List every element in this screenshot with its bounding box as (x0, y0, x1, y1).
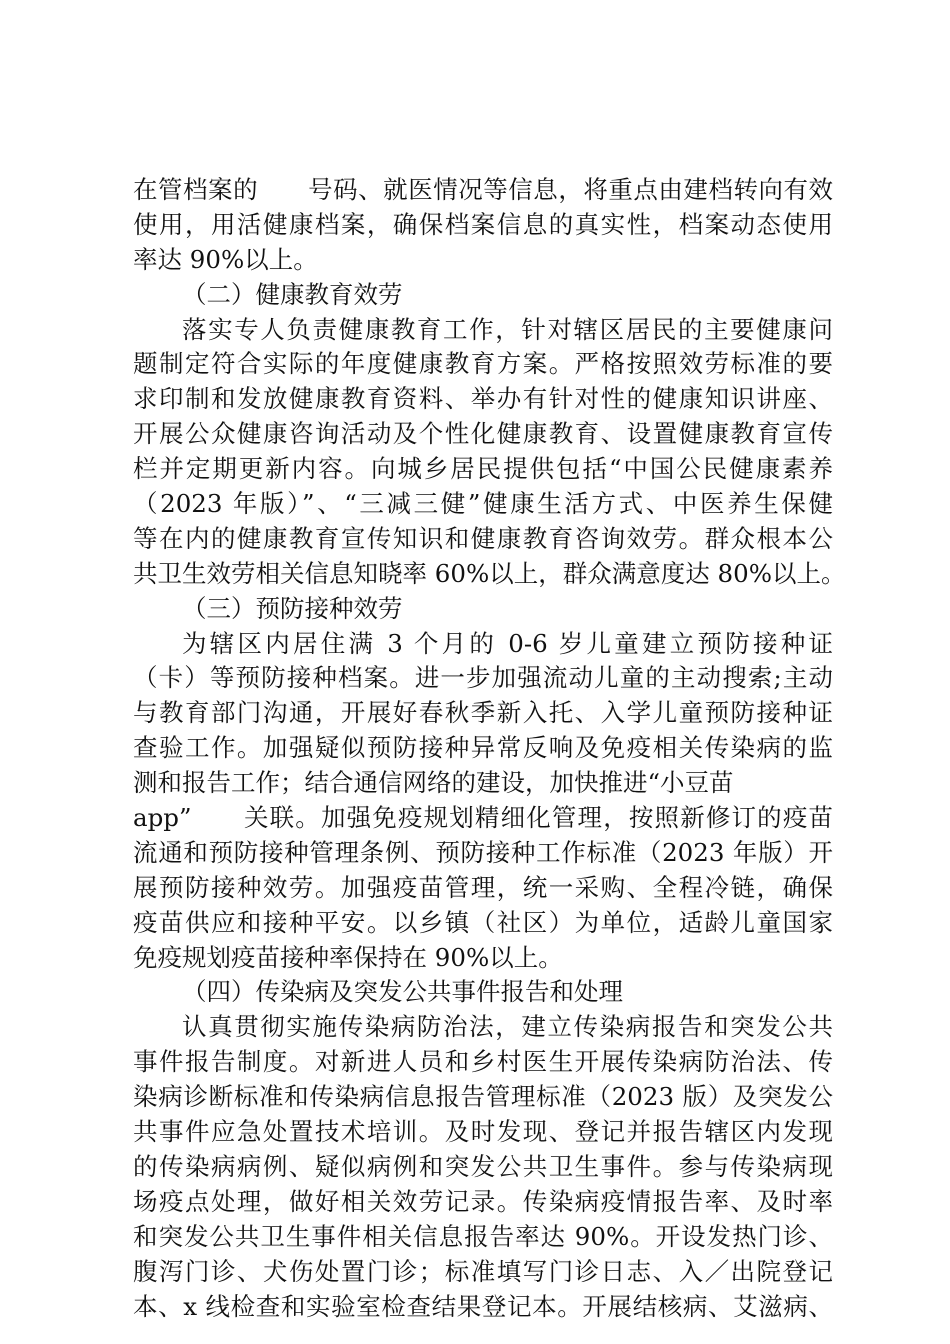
body-text-line: 流通和预防接种管理条例、预防接种工作标准（2023 年版）开 (133, 837, 833, 867)
body-text-line: app” 关联。加强免疫规划精细化管理，按照新修订的疫苗 (133, 803, 833, 833)
section-heading: （三）预防接种效劳 (182, 593, 403, 623)
section-heading: （二）健康教育效劳 (182, 279, 403, 309)
body-text-line: 腹泻门诊、犬伤处置门诊；标准填写门诊日志、入／出院登记 (133, 1256, 833, 1286)
body-text-line: 题制定符合实际的年度健康教育方案。严格按照效劳标准的要 (133, 349, 833, 379)
body-text-line: 场疫点处理，做好相关效劳记录。传染病疫情报告率、及时率 (133, 1186, 833, 1216)
body-text-line: （卡）等预防接种档案。进一步加强流动儿童的主动搜索;主动 (133, 663, 833, 693)
body-text-line: 查验工作。加强疑似预防接种异常反响及免疫相关传染病的监 (133, 733, 833, 763)
section-heading: （四）传染病及突发公共事件报告和处理 (182, 977, 623, 1007)
body-text-line: 栏并定期更新内容。向城乡居民提供包括“中国公民健康素养 (133, 454, 833, 484)
body-text-line: 等在内的健康教育宣传知识和健康教育咨询效劳。群众根本公 (133, 523, 833, 553)
paragraph-first-line: 认真贯彻实施传染病防治法，建立传染病报告和突发公共 (182, 1012, 833, 1042)
body-text-line: 共卫生效劳相关信息知晓率 60%以上，群众满意度达 80%以上。 (133, 558, 846, 588)
body-text-line: 求印制和发放健康教育资料、举办有针对性的健康知识讲座、 (133, 384, 833, 414)
body-text-line: 事件报告制度。对新进人员和乡村医生开展传染病防治法、传 (133, 1047, 833, 1077)
paragraph-first-line: 落实专人负责健康教育工作，针对辖区居民的主要健康问 (182, 314, 833, 344)
paragraph-first-line: 为辖区内居住满 3 个月的 0-6 岁儿童建立预防接种证 (182, 628, 833, 658)
body-text-line: 开展公众健康咨询活动及个性化健康教育、设置健康教育宣传 (133, 419, 833, 449)
body-text-line: 与教育部门沟通，开展好春秋季新入托、入学儿童预防接种证 (133, 698, 833, 728)
document-body (133, 173, 846, 1324)
body-text-line: 率达 90%以上。 (133, 244, 318, 274)
body-text-line: （2023 年版）”、“三减三健”健康生活方式、中医养生保健 (133, 489, 833, 519)
body-text-line: 的传染病病例、疑似病例和突发公共卫生事件。参与传染病现 (133, 1151, 833, 1181)
body-text-line: 在管档案的 号码、就医情况等信息，将重点由建档转向有效 (133, 175, 833, 204)
body-text-line: 使用，用活健康档案，确保档案信息的真实性，档案动态使用 (133, 209, 833, 239)
body-text-line: 染病诊断标准和传染病信息报告管理标准（2023 版）及突发公 (133, 1082, 833, 1112)
body-text-line: 本、x 线检查和实验室检查结果登记本。开展结核病、艾滋病、 (133, 1291, 833, 1321)
body-text-line: 和突发公共卫生事件相关信息报告率达 90%。开设发热门诊、 (133, 1221, 833, 1251)
body-text-line: 展预防接种效劳。加强疫苗管理，统一采购、全程冷链，确保 (133, 872, 833, 902)
body-text-line: 免疫规划疫苗接种率保持在 90%以上。 (133, 942, 563, 972)
body-text-line: 测和报告工作；结合通信网络的建设，加快推进“小豆苗 (133, 768, 734, 798)
body-text-line: 共事件应急处置技术培训。及时发现、登记并报告辖区内发现 (133, 1117, 833, 1147)
body-text-line: 疫苗供应和接种平安。以乡镇（社区）为单位，适龄儿童国家 (133, 907, 833, 937)
